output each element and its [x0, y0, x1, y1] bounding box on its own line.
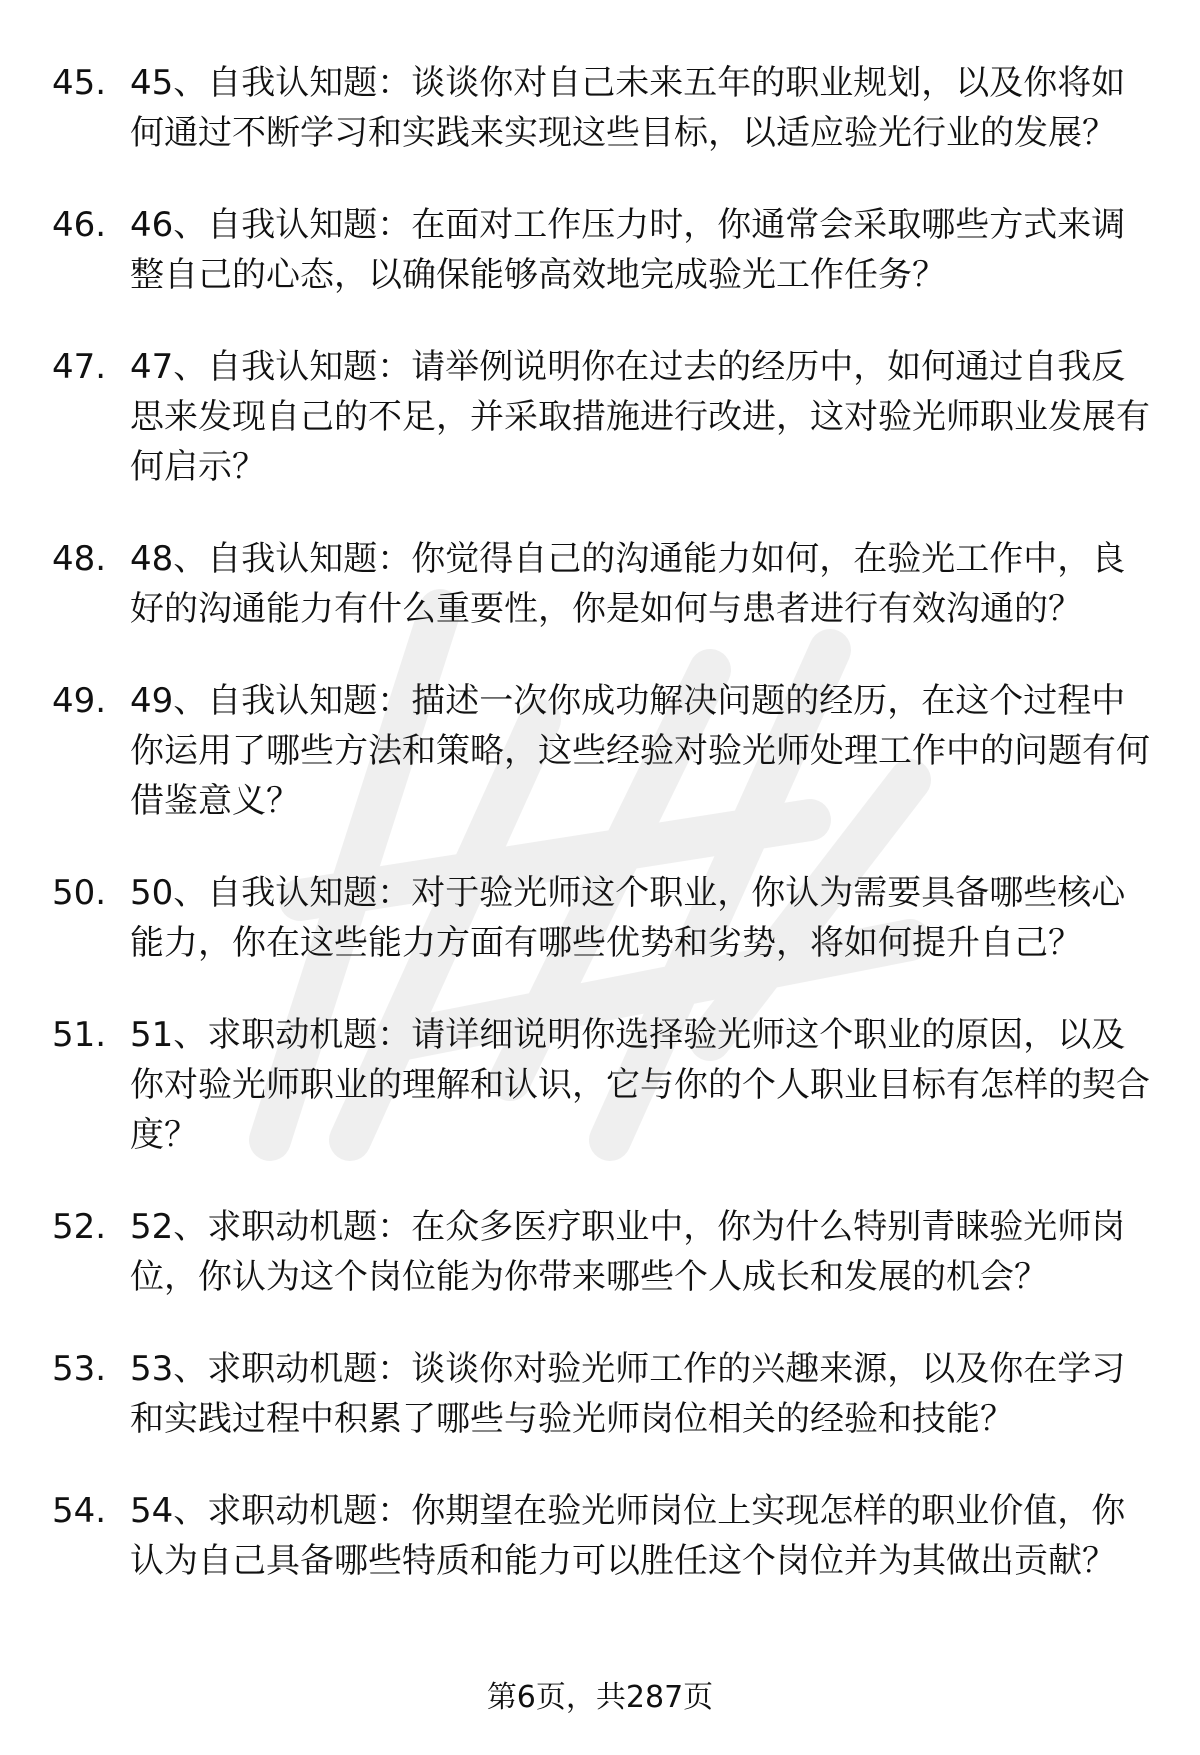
page-number: 第6页，共287页 [486, 1680, 714, 1715]
item-text: 46、自我认知题：在面对工作压力时，你通常会采取哪些方式来调整自己的心态，以确保能够高效地完成验光工作任务？ [130, 205, 1126, 295]
item-number: 53. [52, 1349, 107, 1389]
item-number: 47. [52, 347, 107, 387]
item-number: 50. [52, 873, 107, 913]
list-item [52, 1010, 1152, 1160]
list-item [52, 1486, 1152, 1586]
item-text: 47、自我认知题：请举例说明你在过去的经历中，如何通过自我反思来发现自己的不足，并采取措施进行改进，这对验光师职业发展有何启示？ [130, 347, 1150, 487]
item-number: 45. [52, 63, 107, 103]
item-text: 54、求职动机题：你期望在验光师岗位上实现怎样的职业价值，你认为自己具备哪些特质和能力可以胜任这个岗位并为其做出贡献？ [130, 1491, 1126, 1581]
item-number: 54. [52, 1491, 107, 1531]
list-item [52, 58, 1152, 158]
item-number: 48. [52, 539, 107, 579]
question-list [52, 58, 1152, 1628]
item-text: 49、自我认知题：描述一次你成功解决问题的经历，在这个过程中你运用了哪些方法和策略，这些经验对验光师处理工作中的问题有何借鉴意义？ [130, 681, 1150, 821]
item-number: 51. [52, 1015, 107, 1055]
list-item [52, 1202, 1152, 1302]
list-item [52, 200, 1152, 300]
item-text: 52、求职动机题：在众多医疗职业中，你为什么特别青睐验光师岗位，你认为这个岗位能为你带来哪些个人成长和发展的机会？ [130, 1207, 1126, 1297]
list-item [52, 1344, 1152, 1444]
list-item [52, 868, 1152, 968]
list-item [52, 342, 1152, 492]
item-number: 46. [52, 205, 107, 245]
item-text: 53、求职动机题：谈谈你对验光师工作的兴趣来源，以及你在学习和实践过程中积累了哪些与验光师岗位相关的经验和技能？ [130, 1349, 1126, 1439]
item-text: 48、自我认知题：你觉得自己的沟通能力如何，在验光工作中，良好的沟通能力有什么重要性，你是如何与患者进行有效沟通的？ [130, 539, 1126, 629]
list-item [52, 676, 1152, 826]
item-text: 50、自我认知题：对于验光师这个职业，你认为需要具备哪些核心能力，你在这些能力方面有哪些优势和劣势，将如何提升自己？ [130, 873, 1126, 963]
item-text: 51、求职动机题：请详细说明你选择验光师这个职业的原因，以及你对验光师职业的理解和认识，它与你的个人职业目标有怎样的契合度？ [130, 1015, 1150, 1155]
list-item [52, 534, 1152, 634]
item-number: 52. [52, 1207, 107, 1247]
item-text: 45、自我认知题：谈谈你对自己未来五年的职业规划，以及你将如何通过不断学习和实践来实现这些目标，以适应验光行业的发展？ [130, 63, 1126, 153]
item-number: 49. [52, 681, 107, 721]
